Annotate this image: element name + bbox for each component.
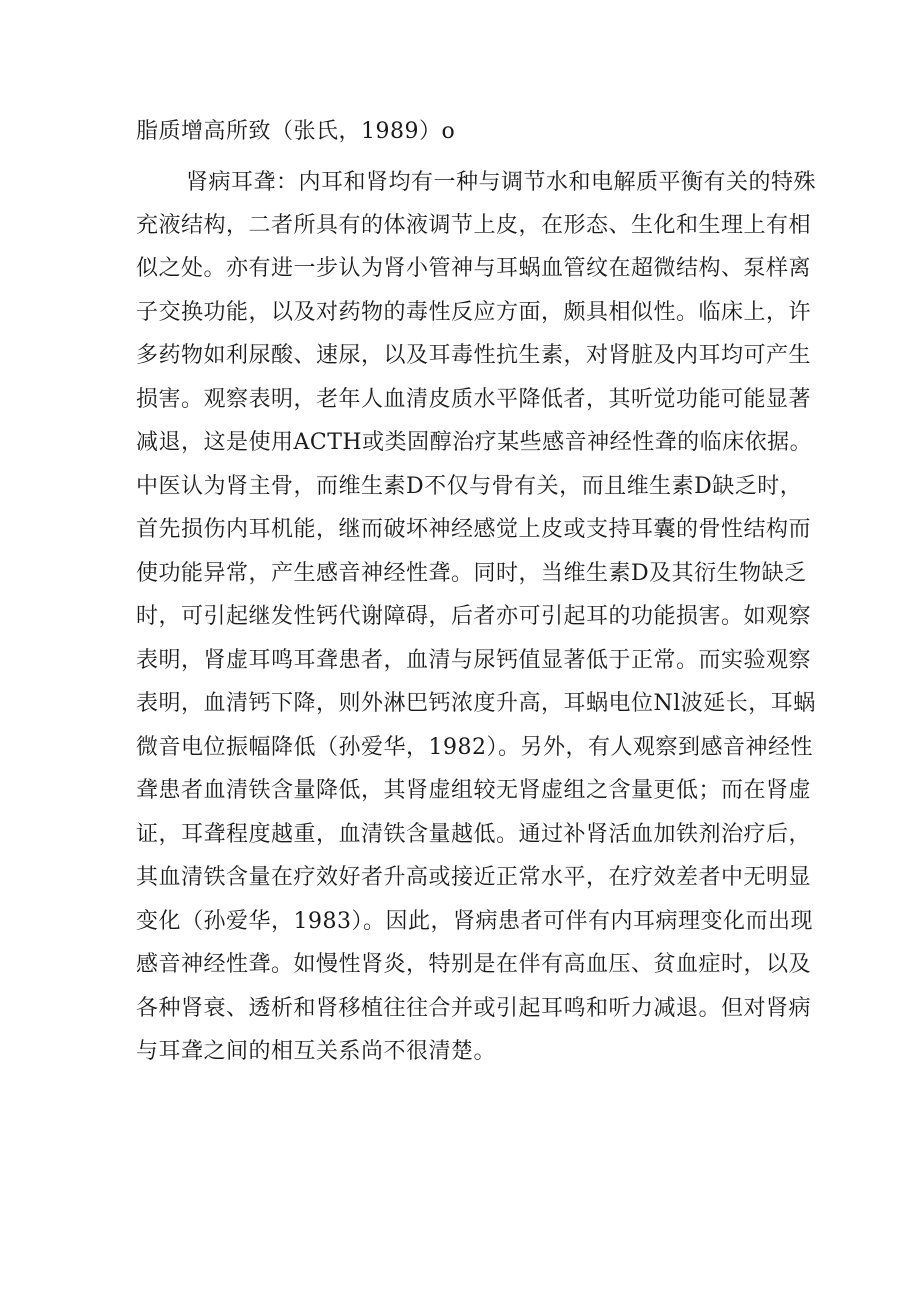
text-line-20: 感音神经性聋。如慢性肾炎，特别是在伴有高血压、贫血症时，以及 <box>136 952 812 977</box>
text-line-17: 证，耳聋程度越重，血清铁含量越低。通过补肾活血加铁剂治疗后， <box>136 822 812 847</box>
text-line-19: 变化（孙爱华，1983）。因此，肾病患者可伴有内耳病理变化而出现 <box>136 909 813 934</box>
text-line-18: 其血清铁含量在疗效好者升高或接近正常水平，在疗效差者中无明显 <box>136 865 812 890</box>
text-line-11: 使功能异常，产生感音神经性聋。同时，当维生素D及其衍生物缺乏 <box>136 561 807 586</box>
text-line-13: 表明，肾虚耳鸣耳聋患者，血清与尿钙值显著低于正常。而实验观察 <box>136 648 812 673</box>
text-line-22: 与耳聋之间的相互关系尚不很清楚。 <box>136 1039 497 1064</box>
text-line-8: 减退，这是使用ACTH或类固醇治疗某些感音神经性聋的临床依据。 <box>136 430 813 455</box>
text-line-1: 脂质增高所致（张氏，1989）o <box>136 119 456 144</box>
text-line-4: 似之处。亦有进一步认为肾小管神与耳蜗血管纹在超微结构、泵样离 <box>136 256 812 281</box>
text-line-7: 损害。观察表明，老年人血清皮质水平降低者，其听觉功能可能显著 <box>136 387 812 412</box>
text-line-14: 表明，血清钙下降，则外淋巴钙浓度升高，耳蜗电位Nl波延长，耳蜗 <box>136 691 816 716</box>
text-line-5: 子交换功能，以及对药物的毒性反应方面，颇具相似性。临床上，许 <box>136 300 812 325</box>
text-line-15: 微音电位振幅降低（孙爱华，1982）。另外，有人观察到感音神经性 <box>136 735 813 760</box>
text-line-6: 多药物如利尿酸、速尿，以及耳毒性抗生素，对肾脏及内耳均可产生 <box>136 343 812 368</box>
text-line-10: 首先损伤内耳机能，继而破坏神经感觉上皮或支持耳囊的骨性结构而 <box>136 517 812 542</box>
text-line-12: 时，可引起继发性钙代谢障碍，后者亦可引起耳的功能损害。如观察 <box>136 604 812 629</box>
text-line-21: 各种肾衰、透析和肾移植往往合并或引起耳鸣和听力减退。但对肾病 <box>136 996 812 1021</box>
text-line-3: 充液结构，二者所具有的体液调节上皮，在形态、生化和生理上有相 <box>136 213 812 238</box>
text-line-16: 聋患者血清铁含量降低，其肾虚组较无肾虚组之含量更低；而在肾虚 <box>136 778 812 803</box>
text-line-9: 中医认为肾主骨，而维生素D不仅与骨有关，而且维生素D缺乏时， <box>136 474 803 499</box>
paragraph-start-line: 肾病耳聋：内耳和肾均有一种与调节水和电解质平衡有关的特殊 <box>186 170 817 195</box>
